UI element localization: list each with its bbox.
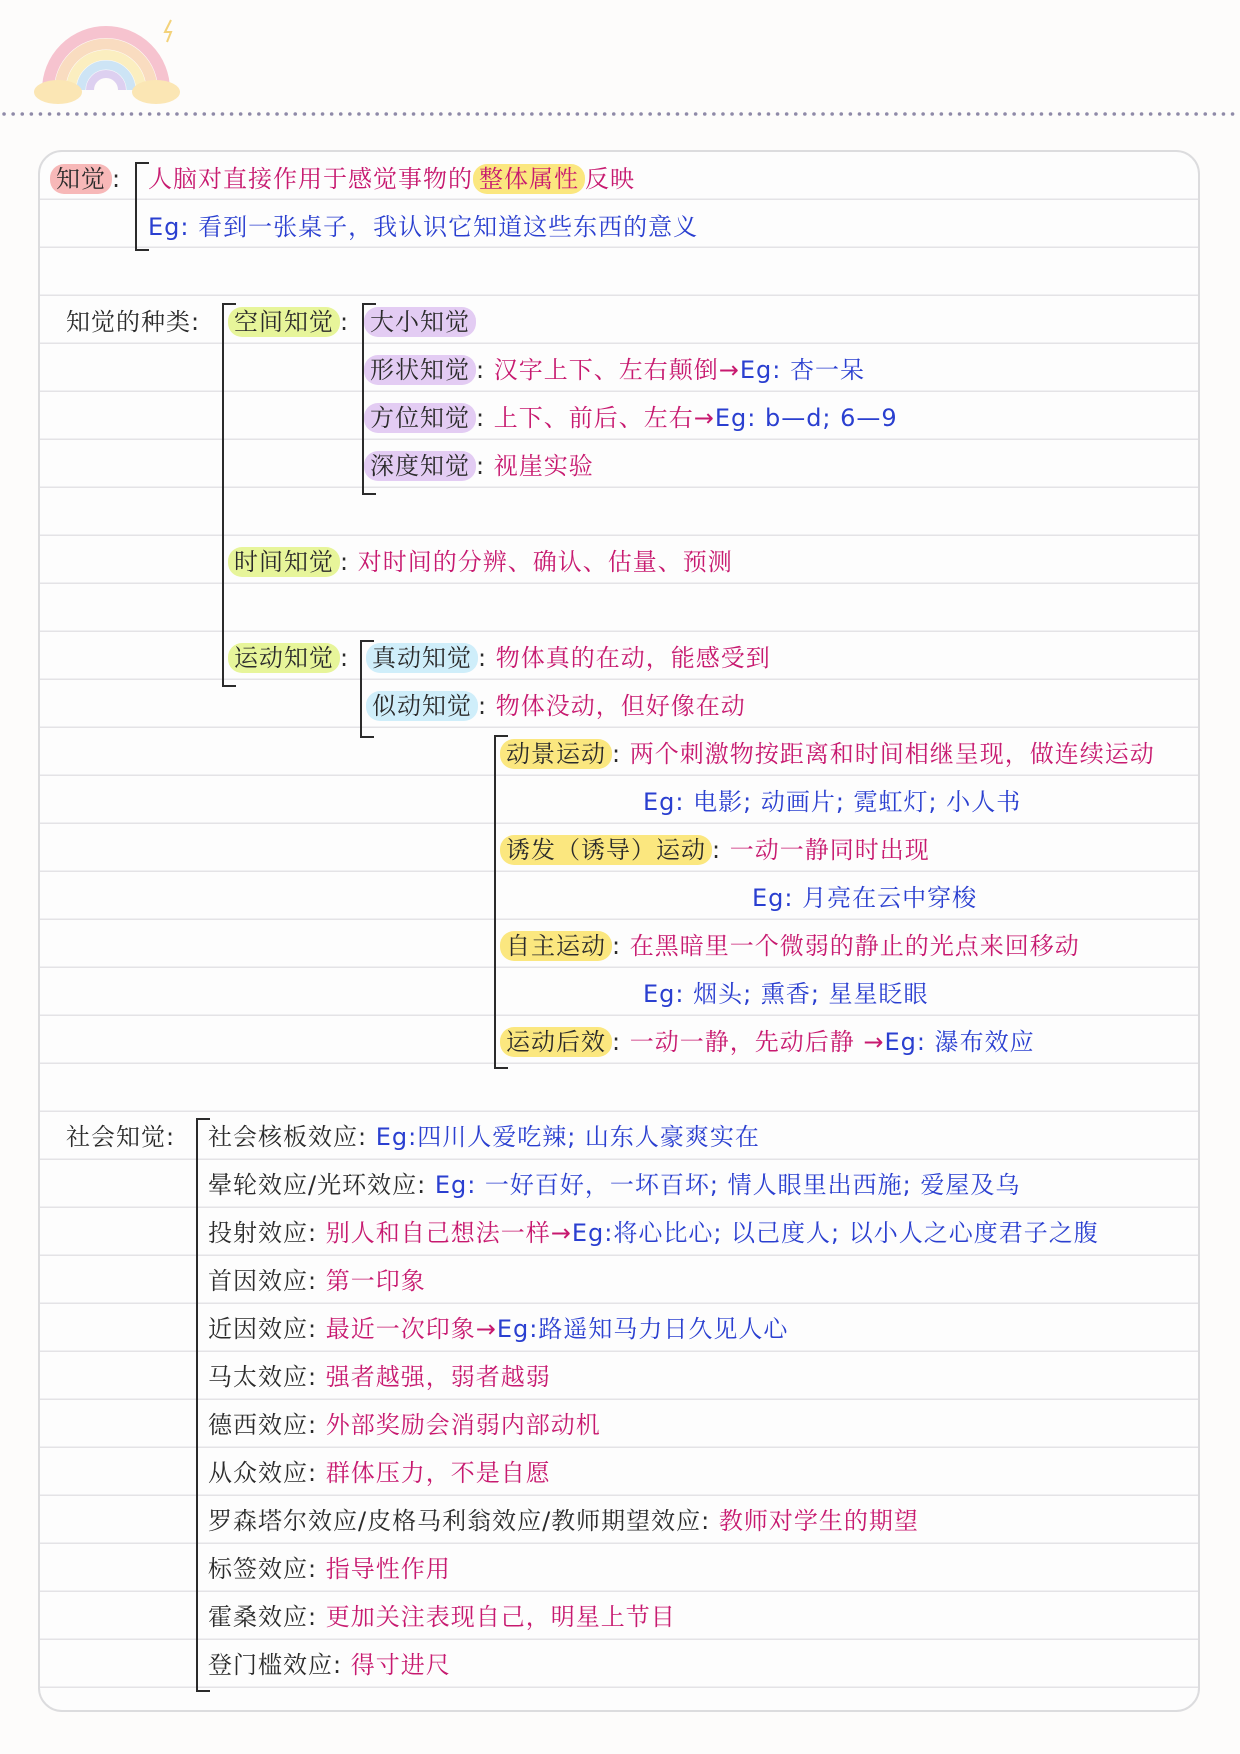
depth-perception: 深度知觉 : 视崖实验 xyxy=(364,451,594,481)
size-perception: 大小知觉 xyxy=(364,307,476,337)
stroboscopic-motion: 动景运动 : 两个刺激物按距离和时间相继呈现，做连续运动 xyxy=(500,739,1155,769)
real-motion: 真动知觉 : 物体真的在动，能感受到 xyxy=(366,643,771,673)
spatial-perception-label: 空间知觉 : xyxy=(228,307,349,337)
social-item: 登门槛效应: 得寸进尺 xyxy=(208,1651,451,1679)
social-item: 罗森塔尔效应/皮格马利翁效应/教师期望效应: 教师对学生的期望 xyxy=(208,1507,919,1535)
social-item: 马太效应: 强者越强，弱者越弱 xyxy=(208,1363,551,1391)
perception-example: Eg: 看到一张桌子，我认识它知道这些东西的意义 xyxy=(148,213,699,241)
shape-perception: 形状知觉 : 汉字上下、左右颠倒→Eg: 杏一呆 xyxy=(364,355,865,385)
social-item: 近因效应: 最近一次印象→Eg:路遥知马力日久见人心 xyxy=(208,1315,789,1343)
social-item: 德西效应: 外部奖励会消弱内部动机 xyxy=(208,1411,601,1439)
perception-definition: 人脑对直接作用于感觉事物的 整体属性 反映 xyxy=(148,165,635,193)
dotted-divider xyxy=(0,110,1240,118)
apparent-motion: 似动知觉 : 物体没动，但好像在动 xyxy=(366,691,746,721)
social-item: 标签效应: 指导性作用 xyxy=(208,1555,451,1583)
social-item: 霍桑效应: 更加关注表现自己，明星上节目 xyxy=(208,1603,676,1631)
stroboscopic-motion-example: Eg: 电影; 动画片; 霓虹灯; 小人书 xyxy=(643,788,1022,816)
social-item: 首因效应: 第一印象 xyxy=(208,1267,426,1295)
induced-motion: 诱发（诱导）运动 : 一动一静同时出现 xyxy=(500,835,930,865)
perception-bracket xyxy=(135,162,149,251)
apparent-motion-bracket xyxy=(494,735,508,1069)
motion-perception-label: 运动知觉 : xyxy=(228,643,349,673)
induced-motion-example: Eg: 月亮在云中穿梭 xyxy=(752,884,978,912)
social-item: 投射效应: 别人和自己想法一样→Eg:将心比心; 以己度人; 以小人之心度君子之腹 xyxy=(208,1219,1099,1247)
types-title: 知觉的种类: xyxy=(66,308,201,336)
time-perception: 时间知觉 : 对时间的分辨、确认、估量、预测 xyxy=(228,547,733,577)
direction-perception: 方位知觉 : 上下、前后、左右→Eg: b—d; 6—9 xyxy=(364,403,898,433)
types-bracket xyxy=(222,303,236,687)
social-item: 晕轮效应/光环效应: Eg: 一好百好，一坏百坏; 情人眼里出西施; 爱屋及乌 xyxy=(208,1171,1021,1199)
perception-term: 知觉 : xyxy=(50,164,121,194)
social-item: 社会核板效应: Eg:四川人爱吃辣; 山东人豪爽实在 xyxy=(208,1123,760,1151)
social-title: 社会知觉: xyxy=(66,1123,176,1151)
motion-aftereffect: 运动后效 : 一动一静，先动后静 →Eg: 瀑布效应 xyxy=(500,1027,1035,1057)
rainbow-cloud-icon xyxy=(28,12,188,112)
autokinetic-motion: 自主运动 : 在黑暗里一个微弱的静止的光点来回移动 xyxy=(500,931,1080,961)
social-item: 从众效应: 群体压力，不是自愿 xyxy=(208,1459,551,1487)
autokinetic-motion-example: Eg: 烟头; 熏香; 星星眨眼 xyxy=(643,980,929,1008)
